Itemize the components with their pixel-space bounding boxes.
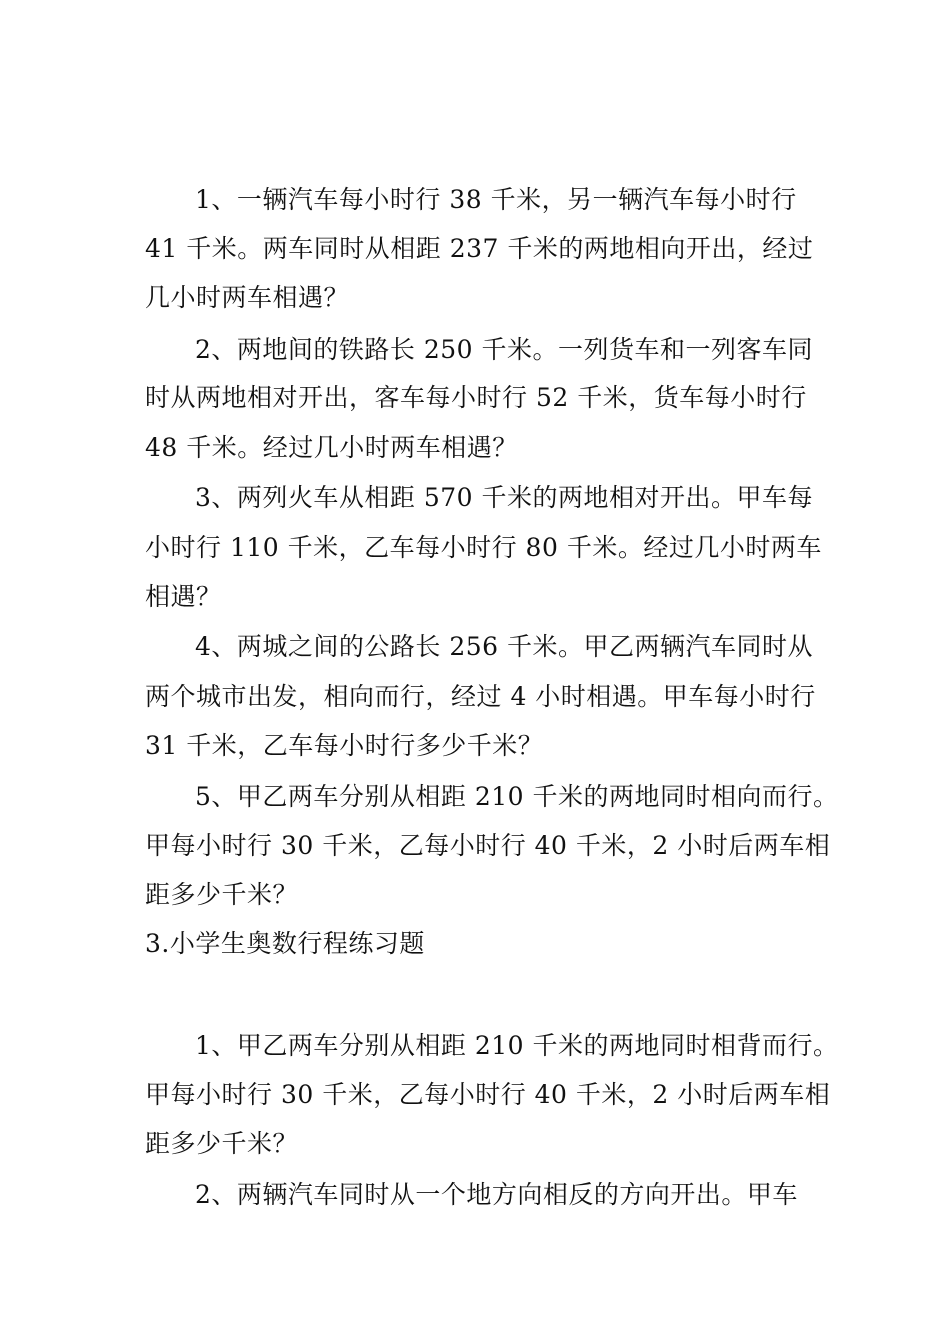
problem-4-line-2: 两个城市出发，相向而行，经过 4 小时相遇。甲车每小时行 (145, 682, 816, 711)
problem-4-line-1: 4、两城之间的公路长 256 千米。甲乙两辆汽车同时从 (195, 632, 814, 661)
problem-2-line-3: 48 千米。经过几小时两车相遇？ (145, 433, 518, 462)
problem-3-line-2: 小时行 110 千米，乙车每小时行 80 千米。经过几小时两车 (145, 533, 822, 562)
problem-1-line-2: 41 千米。两车同时从相距 237 千米的两地相向开出，经过 (145, 234, 814, 263)
problem-4-line-3: 31 千米，乙车每小时行多少千米？ (145, 731, 544, 760)
problem-2-line-1: 2、两地间的铁路长 250 千米。一列货车和一列客车同 (195, 335, 814, 364)
problem-1-line-3: 几小时两车相遇？ (145, 283, 350, 312)
s2-problem-1-line-1: 1、甲乙两车分别从相距 210 千米的两地同时相背而行。 (195, 1031, 839, 1060)
problem-5-line-2: 甲每小时行 30 千米，乙每小时行 40 千米，2 小时后两车相 (145, 831, 831, 860)
s2-problem-1-line-2: 甲每小时行 30 千米，乙每小时行 40 千米，2 小时后两车相 (145, 1080, 831, 1109)
problem-1-line-1: 1、一辆汽车每小时行 38 千米，另一辆汽车每小时行 (195, 185, 797, 214)
s2-problem-1-line-3: 距多少千米？ (145, 1129, 299, 1158)
s2-problem-2-line-1: 2、两辆汽车同时从一个地方向相反的方向开出。甲车 (195, 1180, 798, 1209)
problem-2-line-2: 时从两地相对开出，客车每小时行 52 千米，货车每小时行 (145, 383, 807, 412)
problem-3-line-3: 相遇？ (145, 582, 222, 611)
problem-3-line-1: 3、两列火车从相距 570 千米的两地相对开出。甲车每 (195, 483, 814, 512)
problem-5-line-1: 5、甲乙两车分别从相距 210 千米的两地同时相向而行。 (195, 782, 839, 811)
problem-5-line-3: 距多少千米？ (145, 880, 299, 909)
section-heading: 3.小学生奥数行程练习题 (145, 929, 425, 958)
